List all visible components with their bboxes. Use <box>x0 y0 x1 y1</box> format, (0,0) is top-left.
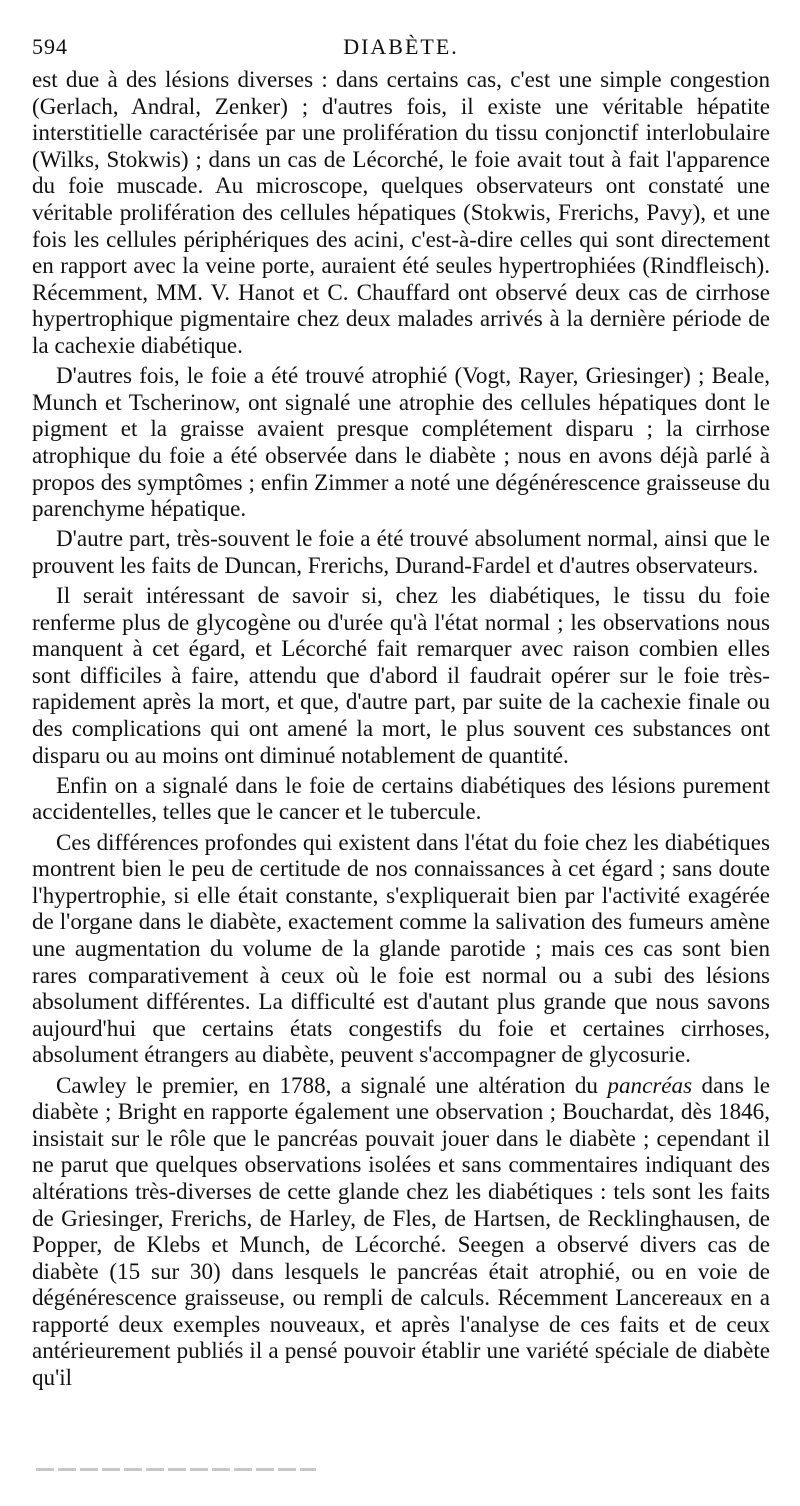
book-page <box>32 30 770 1394</box>
paragraph-text: Cawley le premier, en 1788, a signalé une altération du <box>56 1071 608 1098</box>
paragraph: Il serait intéressant de savoir si, chez les diabétiques, le tissu du foie renferme plus de glycogène ou d'urée qu'à l'état normal ; les observations nous manquent à cet égard, et Lécorché fait remarquer avec raison combien elles sont difficiles à faire, attendu que d'abord il faudrait opérer sur le foie très-rapidement après la mort, et que, d'autre part, par suite de la cachexie finale ou des complications qui ont amené la mort, le plus souvent ces substances ont disparu ou au moins ont diminué notablement de quantité. <box>32 582 770 768</box>
paragraph: D'autre part, très-souvent le foie a été trouvé absolument normal, ainsi que le prouvent les faits de Duncan, Frerichs, Durand-Fardel et d'autres observateurs. <box>32 525 770 578</box>
bottom-print-smudge <box>36 1468 316 1471</box>
paragraph-text: dans le diabète ; Bright en rapporte également une observation ; Bouchardat, dès 1846, insistait sur le rôle que le pancréas pouvait jouer dans le diabète ; cependant il ne parut que quelques observations isolées et sans commentaires indiquant des altérations très-diverses de cette glande chez les diabétiques : tels sont les faits de Griesinger, Frerichs, de Harley, de Fles, de Hartsen, de Recklinghausen, de Popper, de Klebs et Munch, de Lécorché. Seegen a observé divers cas de diabète (15 sur 30) dans lesquels le pancréas était atrophié, ou en voie de dégénérescence graisseuse, ou rempli de calculs. Récemment Lancereaux en a rapporté deux exemples nouveaux, et après l'analyse de ces faits et de ceux antérieurement publiés il a pensé pouvoir établir une variété spéciale de diabète qu'il <box>32 1071 770 1391</box>
page-number: 594 <box>32 34 68 59</box>
emphasized-word: pancréas <box>607 1071 693 1098</box>
paragraph: Enfin on a signalé dans le foie de certains diabétiques des lésions purement accidentelles, telles que le cancer et le tubercule. <box>32 771 770 825</box>
paragraph: Ces différences profondes qui existent dans l'état du foie chez les diabétiques montrent bien le peu de certitude de nos connaissances à cet égard ; sans doute l'hypertrophie, si elle était constante, s'expliquerait bien par l'activité exagérée de l'organe dans le diabète, exactement comme la salivation des fumeurs amène une augmentation du volume de la glande parotide ; mais ces cas sont bien rares comparativement à ceux où le foie est normal ou a subi des lésions absolument différentes. La difficulté est d'autant plus grande que nous savons aujourd'hui que certains états congestifs du foie et certaines cirrhoses, absolument étrangers au diabète, peuvent s'accompagner de glycosurie. <box>32 828 770 1068</box>
paragraph: D'autres fois, le foie a été trouvé atrophié (Vogt, Rayer, Griesinger) ; Beale, Munch et Tscherinow, ont signalé une atrophie des cellules hépatiques dont le pigment et la graisse avaient presque complétement disparu ; la cirrhose atrophique du foie a été observée dans le diabète ; nous en avons déjà parlé à propos des symptômes ; enfin Zimmer a noté une dégénérescence graisseuse du parenchyme hépatique. <box>32 362 770 522</box>
paragraph: est due à des lésions diverses : dans certains cas, c'est une simple congestion (Gerlach, Andral, Zenker) ; d'autres fois, il existe une véritable hépatite interstitielle caractérisée par une prolifération du tissu conjonctif interlobulaire (Wilks, Stokwis) ; dans un cas de Lécorché, le foie avait tout à fait l'apparence du foie muscade. Au microscope, quelques observateurs ont constaté une véritable prolifération des cellules hépatiques (Stokwis, Frerichs, Pavy), et une fois les cellules périphériques des acini, c'est-à-dire celles qui sont directement en rapport avec la veine porte, auraient été seules hypertrophiées (Rindfleisch). Récemment, MM. V. Hanot et C. Chauffard ont observé deux cas de cirrhose hypertrophique pigmentaire chez deux malades arrivés à la dernière période de la cachexie diabétique. <box>32 66 770 358</box>
running-head <box>32 30 770 66</box>
running-title: DIABÈTE. <box>343 34 459 59</box>
body-text <box>32 66 770 1391</box>
paragraph-pancreas <box>32 1072 770 1391</box>
